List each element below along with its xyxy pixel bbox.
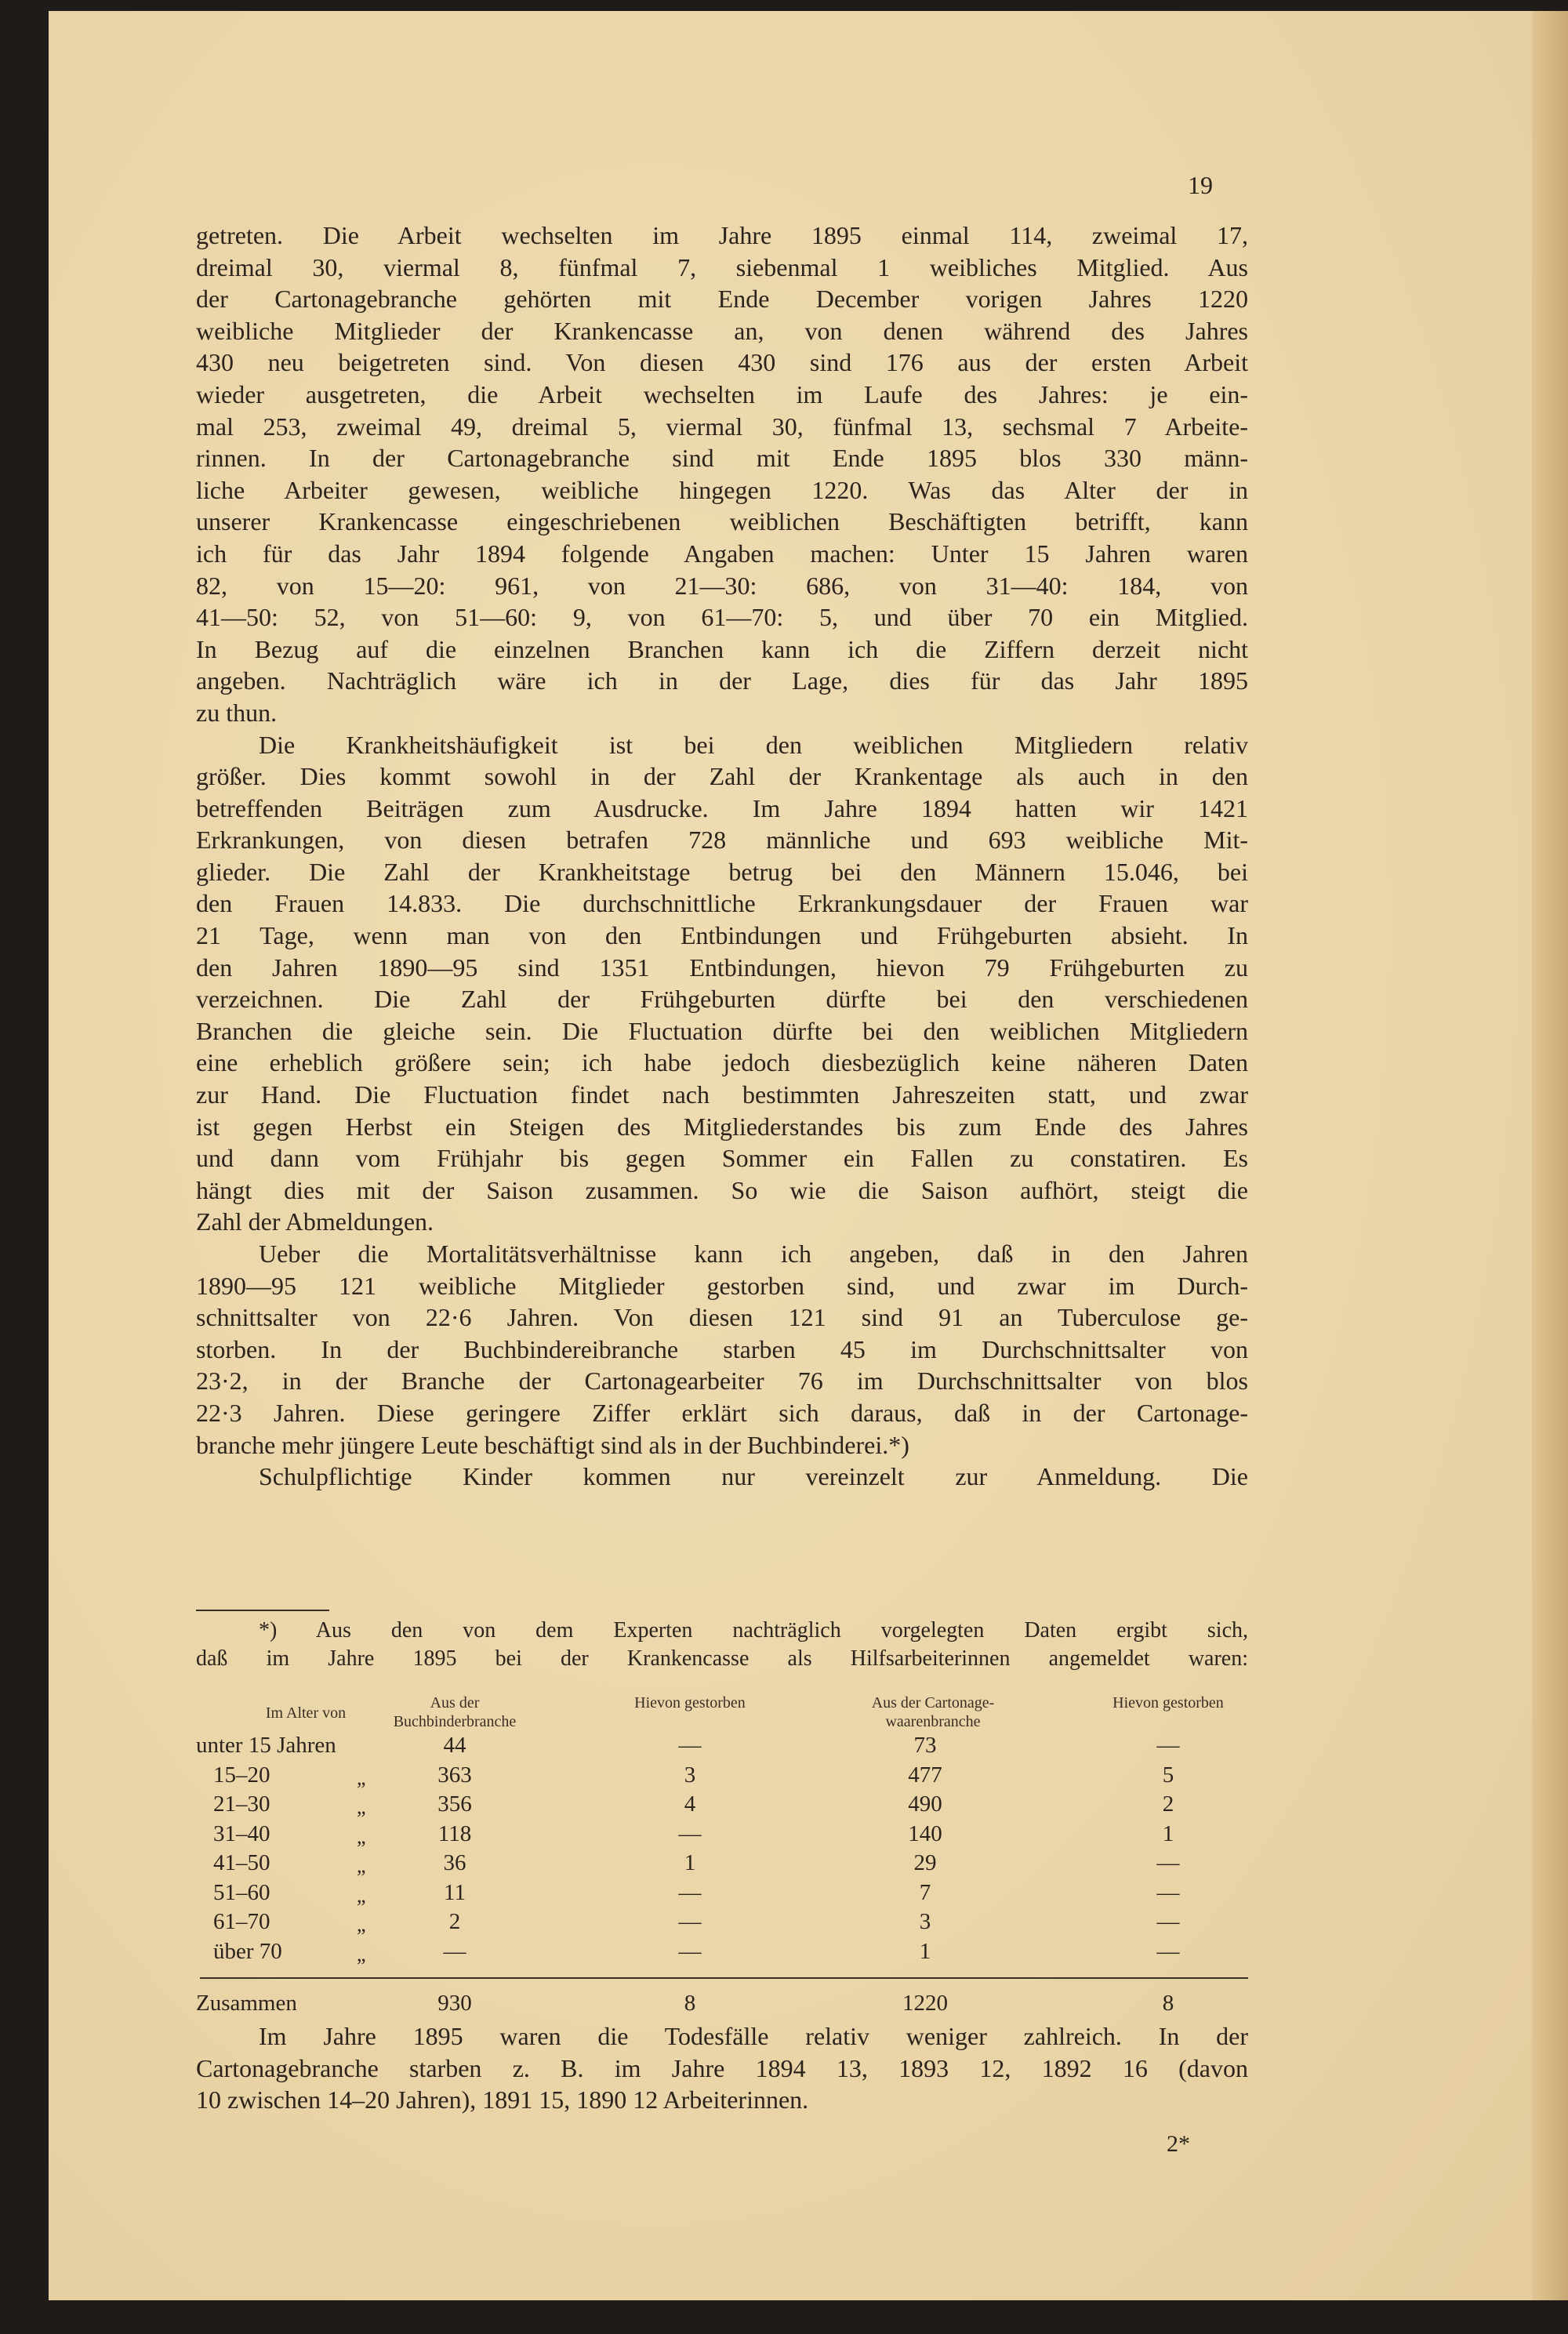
text-line: 41—50: 52, von 51—60: 9, von 61—70: 5, und über 70 ein Mitglied. [196, 603, 1248, 632]
ditto-mark: „ [357, 1824, 366, 1848]
age-cell: 15–20 [213, 1762, 270, 1788]
footnote-text [196, 1617, 1248, 1673]
text-line: Die Krankheitshäufigkeit ist bei den weiblichen Mitgliedern relativ [259, 730, 1248, 759]
text-line: dreimal 30, viermal 8, fünfmal 7, siebenmal 1 weibliches Mitglied. Aus [196, 252, 1248, 281]
table-cell: 3 [919, 1909, 931, 1934]
text-line: 1890—95 121 weibliche Mitglieder gestorben sind, und zwar im Durch- [196, 1271, 1248, 1300]
table-total-rule [200, 1977, 1248, 1979]
text-line: und dann vom Frühjahr bis gegen Sommer ein Fallen zu constatiren. Es [196, 1144, 1248, 1173]
table-cell: 4 [684, 1791, 696, 1817]
ditto-mark: „ [357, 1766, 366, 1789]
age-cell: 51–60 [213, 1879, 270, 1905]
text-line: hängt dies mit der Saison zusammen. So wie die Saison aufhört, steigt die [196, 1175, 1248, 1204]
text-line: Cartonagebranche starben z. B. im Jahre 1894 13, 1893 12, 1892 16 (davon [196, 2053, 1248, 2082]
table-cell: 5 [1162, 1762, 1174, 1788]
table-cell: — [443, 1938, 466, 1964]
table-cell: 490 [908, 1791, 942, 1817]
table-cell: — [678, 1820, 702, 1846]
text-line: Zahl der Abmeldungen. [196, 1207, 434, 1236]
table-header: Hievon gestorben [634, 1694, 746, 1711]
text-line: Ueber die Mortalitätsverhältnisse kann ich angeben, daß in den Jahren [259, 1240, 1248, 1268]
table-cell: 2 [1162, 1791, 1174, 1817]
ditto-mark: „ [357, 1883, 366, 1907]
table-header: Aus der Buchbinderbranche [393, 1694, 517, 1730]
table-cell: 356 [437, 1791, 472, 1817]
table-cell: 3 [684, 1762, 696, 1788]
footnote-line: *) Aus den von dem Experten nachträglich vorgelegten Daten ergibt sich, [259, 1618, 1248, 1643]
age-cell: 41–50 [213, 1850, 270, 1875]
text-line: 430 neu beigetreten sind. Von diesen 430 sind 176 aus der ersten Arbeit [196, 348, 1248, 377]
text-line: Branchen die gleiche sein. Die Fluctuation dürfte bei den weiblichen Mitgliedern [196, 1016, 1248, 1045]
footnote-rule [196, 1610, 329, 1611]
paragraph [196, 220, 1248, 729]
table-cell: — [678, 1733, 702, 1758]
text-line: liche Arbeiter gewesen, weibliche hingegen 1220. Was das Alter der in [196, 475, 1248, 504]
table-cell: 2 [448, 1909, 461, 1934]
text-line: den Jahren 1890—95 sind 1351 Entbindungen, hievon 79 Frühgeburten zu [196, 953, 1248, 982]
text-line: betreffenden Beiträgen zum Ausdrucke. Im Jahre 1894 hatten wir 1421 [196, 793, 1248, 822]
closing-text [196, 2020, 1248, 2116]
page-edge [1532, 11, 1568, 2300]
text-line: eine erheblich größere sein; ich habe jedoch diesbezüglich keine näheren Daten [196, 1048, 1248, 1077]
text-line: zu thun. [196, 698, 278, 727]
table-cell: 140 [908, 1820, 942, 1846]
table-cell: — [678, 1909, 702, 1934]
table-header: Im Alter von [265, 1704, 347, 1722]
table-cell: 11 [444, 1879, 466, 1905]
table-cell: — [1156, 1850, 1180, 1875]
table-cell: 118 [437, 1820, 472, 1846]
total-cell: 1220 [902, 1991, 948, 2016]
ditto-mark: „ [357, 1942, 366, 1966]
body-text [196, 220, 1248, 1493]
signature-mark: 2* [1167, 2131, 1190, 2157]
table-cell: — [1156, 1879, 1180, 1905]
paragraph [196, 1461, 1248, 1493]
text-line: rinnen. In der Cartonagebranche sind mit Ende 1895 blos 330 männ- [196, 444, 1248, 473]
table-cell: 36 [443, 1850, 466, 1875]
text-line: zur Hand. Die Fluctuation findet nach bestimmten Jahreszeiten statt, und zwar [196, 1080, 1248, 1109]
text-line: größer. Dies kommt sowohl in der Zahl der Krankentage als auch in den [196, 762, 1248, 791]
text-line: 22·3 Jahren. Diese geringere Ziffer erklärt sich daraus, daß in der Cartonage- [196, 1398, 1248, 1427]
text-line: Schulpflichtige Kinder kommen nur vereinzelt zur Anmeldung. Die [259, 1462, 1248, 1491]
footnote-line: daß im Jahre 1895 bei der Krankencasse als Hilfsarbeiterinnen angemeldet waren: [196, 1646, 1248, 1671]
table-cell: 477 [908, 1762, 942, 1788]
text-line: wieder ausgetreten, die Arbeit wechselten im Laufe des Jahres: je ein- [196, 379, 1248, 408]
paragraph [196, 1238, 1248, 1461]
text-line: ich für das Jahr 1894 folgende Angaben machen: Unter 15 Jahren waren [196, 539, 1248, 568]
text-line: der Cartonagebranche gehörten mit Ende December vorigen Jahres 1220 [196, 285, 1248, 314]
text-line: 82, von 15—20: 961, von 21—30: 686, von 31—40: 184, von [196, 571, 1248, 600]
ditto-mark: „ [357, 1854, 366, 1877]
table-cell: 7 [919, 1879, 931, 1905]
text-line: schnittsalter von 22·6 Jahren. Von diesen 121 sind 91 an Tuberculose ge- [196, 1303, 1248, 1332]
text-line: unserer Krankencasse eingeschriebenen weiblichen Beschäftigten betrifft, kann [196, 507, 1248, 536]
text-line: branche mehr jüngere Leute beschäftigt sind als in der Buchbinderei.*) [196, 1430, 909, 1459]
table-cell: — [1156, 1909, 1180, 1934]
text-line: 21 Tage, wenn man von den Entbindungen und Frühgeburten absieht. In [196, 921, 1248, 950]
total-cell: 930 [437, 1991, 472, 2016]
total-cell: 8 [1162, 1991, 1174, 2016]
table-cell: 1 [684, 1850, 696, 1875]
age-cell: über 70 [213, 1938, 282, 1964]
text-line: den Frauen 14.833. Die durchschnittliche Erkrankungsdauer der Frauen war [196, 889, 1248, 918]
text-line: storben. In der Buchbindereibranche starben 45 im Durchschnittsalter von [196, 1334, 1248, 1363]
age-cell: 31–40 [213, 1820, 270, 1846]
paragraph [196, 729, 1248, 1239]
table-cell: — [678, 1879, 702, 1905]
total-cell: 8 [684, 1991, 696, 2016]
text-line: getreten. Die Arbeit wechselten im Jahre 1895 einmal 114, zweimal 17, [196, 221, 1248, 249]
text-line: Erkrankungen, von diesen betrafen 728 männliche und 693 weibliche Mit- [196, 826, 1248, 855]
text-line: glieder. Die Zahl der Krankheitstage betrug bei den Männern 15.046, bei [196, 857, 1248, 886]
table-cell: 73 [913, 1733, 937, 1758]
age-cell: 61–70 [213, 1909, 270, 1934]
age-cell: unter 15 Jahren [196, 1733, 336, 1758]
table-cell: — [678, 1938, 702, 1964]
age-cell: 21–30 [213, 1791, 270, 1817]
text-line: 23·2, in der Branche der Cartonagearbeiter 76 im Durchschnittsalter von blos [196, 1367, 1248, 1396]
text-line: mal 253, zweimal 49, dreimal 5, viermal 30, fünfmal 13, sechsmal 7 Arbeite- [196, 412, 1248, 441]
text-line: In Bezug auf die einzelnen Branchen kann ich die Ziffern derzeit nicht [196, 634, 1248, 663]
table-cell: — [1156, 1938, 1180, 1964]
table-header: Aus der Cartonage-waarenbranche [871, 1694, 995, 1730]
text-line: weibliche Mitglieder der Krankencasse an, von denen während des Jahres [196, 316, 1248, 345]
table-cell: 44 [443, 1733, 466, 1758]
table-cell: 29 [913, 1850, 937, 1875]
page-number: 19 [1188, 171, 1213, 199]
table-cell: 1 [919, 1938, 931, 1964]
ditto-mark: „ [357, 1795, 366, 1818]
text-line: verzeichnen. Die Zahl der Frühgeburten dürfte bei den verschiedenen [196, 985, 1248, 1014]
text-line: 10 zwischen 14–20 Jahren), 1891 15, 1890 12 Arbeiterinnen. [196, 2085, 809, 2114]
table-cell: 1 [1162, 1820, 1174, 1846]
text-line: ist gegen Herbst ein Steigen des Mitgliederstandes bis zum Ende des Jahres [196, 1112, 1248, 1141]
table-cell: — [1156, 1733, 1180, 1758]
table-header: Hievon gestorben [1112, 1694, 1224, 1711]
text-line: angeben. Nachträglich wäre ich in der Lage, dies für das Jahr 1895 [196, 666, 1248, 695]
total-label: Zusammen [196, 1991, 297, 2016]
ditto-mark: „ [357, 1913, 366, 1936]
text-line: Im Jahre 1895 waren die Todesfälle relativ weniger zahlreich. In der [259, 2022, 1248, 2050]
table-cell: 363 [437, 1762, 472, 1788]
